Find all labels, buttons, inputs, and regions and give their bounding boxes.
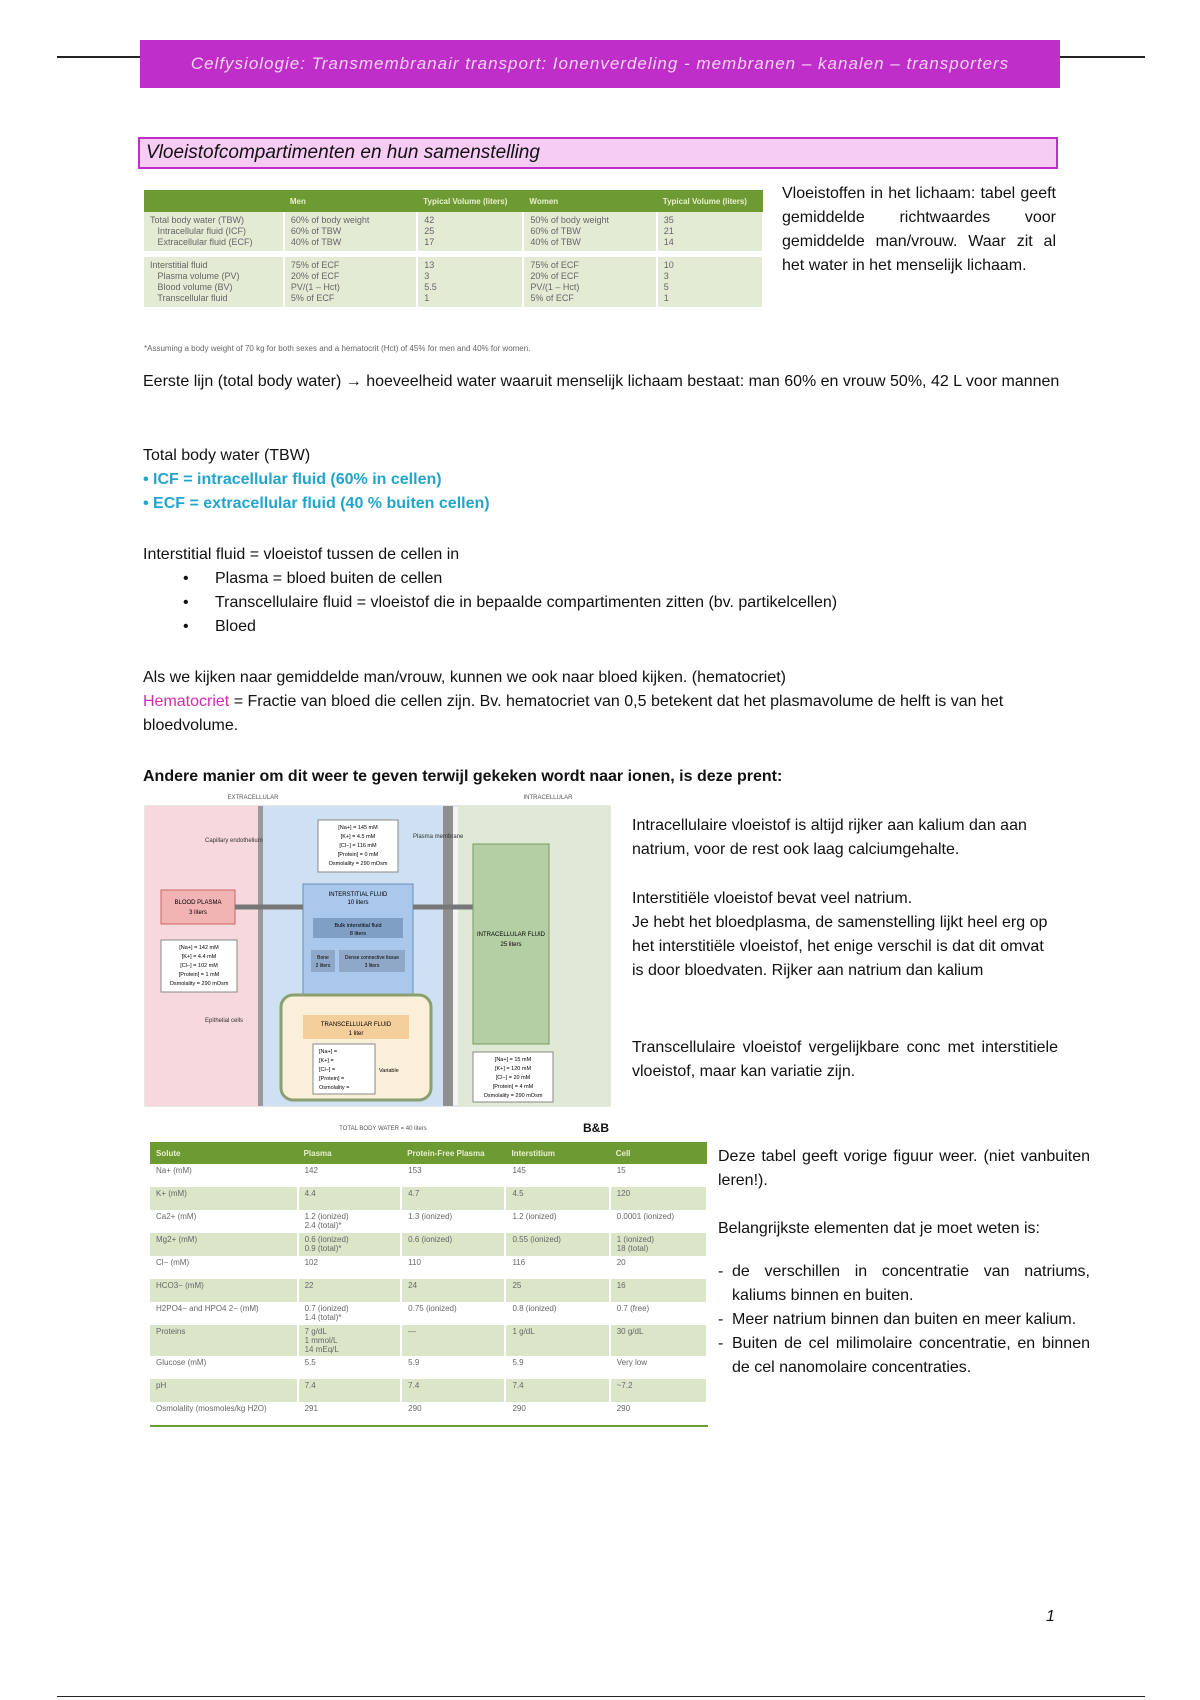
table-cell: 4.5 — [505, 1187, 609, 1210]
ion-line: [Na+] = 15 mM — [494, 1057, 532, 1063]
ion-line: [Cl−] = 116 mM — [339, 843, 377, 849]
interstitial-line: Interstitial fluid = vloeistof tussen de cellen in — [143, 546, 460, 563]
transcellular-label: TRANSCELLULAR FLUID — [320, 1022, 392, 1028]
column-header: Women — [523, 190, 656, 212]
table-cell: 0.8 (ionized) — [505, 1302, 609, 1325]
table-row — [150, 1402, 707, 1426]
table-cell: 25 — [505, 1279, 609, 1302]
table-cell: 0.6 (ionized) 0.9 (total)* — [298, 1233, 402, 1256]
column-header: Interstitium — [505, 1142, 609, 1164]
blood-plasma-label: BLOOD PLASMA — [174, 900, 222, 906]
table-row — [150, 1325, 707, 1356]
column-header: Solute — [150, 1142, 298, 1164]
bulk-label: Bulk interstitial fluid — [334, 923, 382, 929]
bone-volume: 2 liters — [315, 963, 331, 969]
ions-heading: Andere manier om dit weer te geven terwijl gekeken wordt naar ionen, is deze prent: — [143, 768, 783, 785]
icf-label: INTRACELLULAR FLUID — [476, 932, 546, 938]
ion-line: [K+] = 4.5 mM — [340, 834, 376, 840]
dense-tissue-volume: 3 liters — [364, 963, 380, 969]
icf-line: • ICF = intracellular fluid (60% in cellen) — [143, 471, 442, 488]
table-cell: 20 — [610, 1256, 707, 1279]
column-header: Typical Volume (liters) — [657, 190, 763, 212]
table-cell: 1.3 (ionized) — [401, 1210, 505, 1233]
hematocrit-def-text: = Fractie van bloed die cellen zijn. Bv. hematocriet van 0,5 betekent dat het plasmavolume de helft is van het bloedvolume. — [143, 693, 1004, 734]
table-cell: 153 — [401, 1164, 505, 1187]
blood-plasma-volume: 3 liters — [189, 910, 207, 916]
table-cell: 10 3 5 1 — [657, 257, 763, 307]
list-item: - de verschillen in concentratie van natriums, kaliums binnen en buiten. — [718, 1260, 1090, 1308]
table-row — [150, 1164, 707, 1187]
table-cell: 13 3 5.5 1 — [417, 257, 523, 307]
first-line-text: Eerste lijn (total body water) → hoeveelheid water waaruit menselijk lichaam bestaat: man 60% en vrouw 50%, 42 L voor mannen — [143, 373, 1060, 390]
ion-line: Osmolality = 290 mOsm — [169, 981, 229, 987]
table-cell: 7.4 — [401, 1379, 505, 1402]
hematocrit-intro: Als we kijken naar gemiddelde man/vrouw, kunnen we ook naar bloed kijken. (hematocriet) — [143, 669, 787, 686]
table-cell: 120 — [610, 1187, 707, 1210]
ion-line: [Na+] = 145 mM — [338, 825, 378, 831]
table-header-row — [150, 1142, 707, 1164]
figure-credit: B&B — [583, 1121, 609, 1135]
figure-paragraph-1: Intracellulaire vloeistof is altijd rijker aan kalium dan aan natrium, voor de rest ook laag calciumgehalte. — [632, 817, 1027, 858]
table-row — [150, 1256, 707, 1279]
table-cell: 0.7 (ionized) 1.4 (total)* — [298, 1302, 402, 1325]
figure-paragraph-2a: Interstitiële vloeistof bevat veel natrium. — [632, 890, 913, 907]
column-header: Men — [284, 190, 417, 212]
list-item: • Bloed — [143, 615, 1063, 639]
table-cell: 42 25 17 — [417, 212, 523, 251]
ion-line: [Cl−] = 20 mM — [495, 1075, 531, 1081]
table-cell: Glucose (mM) — [150, 1356, 298, 1379]
column-header — [144, 190, 284, 212]
figure-paragraph-3: Transcellulaire vloeistof vergelijkbare conc met interstitiele vloeistof, maar kan variatie zijn. — [632, 1039, 1058, 1080]
table-row — [150, 1302, 707, 1325]
table-cell: — — [401, 1325, 505, 1356]
list-item: • Transcellulaire fluid = vloeistof die in bepaalde compartimenten zitten (bv. partikelcellen) — [143, 591, 1063, 615]
table-cell: 4.7 — [401, 1187, 505, 1210]
header-title: Celfysiologie: Transmembranair transport: Ionenverdeling - membranen – kanalen – transporters — [190, 54, 1010, 73]
table-cell: 145 — [505, 1164, 609, 1187]
icf-volume: 25 liters — [500, 942, 522, 948]
list-item: - Meer natrium binnen dan buiten en meer kalium. — [718, 1308, 1090, 1332]
table-cell: 290 — [505, 1402, 609, 1426]
table-footnote: *Assuming a body weight of 70 kg for both sexes and a hematocrit (Hct) of 45% for men and 40% for women. — [144, 344, 531, 353]
ion-line: [K+] = 4.4 mM — [181, 954, 217, 960]
solute-table — [150, 1142, 708, 1427]
ion-line: [Protein] = 0 mM — [337, 852, 379, 858]
bottom-rule — [57, 1696, 1145, 1697]
blood-plasma-box — [161, 890, 235, 924]
table2-description: Deze tabel geeft vorige figuur weer. (niet vanbuiten leren!). — [718, 1148, 1090, 1189]
tbw-title: Total body water (TBW) — [143, 447, 311, 464]
capillary-wall — [258, 806, 263, 1106]
table-cell: 24 — [401, 1279, 505, 1302]
table-cell: 0.7 (free) — [610, 1302, 707, 1325]
table-cell: 116 — [505, 1256, 609, 1279]
column-header: Typical Volume (liters) — [417, 190, 523, 212]
table-row — [150, 1210, 707, 1233]
ion-line: Osmolality = 290 mOsm — [483, 1093, 543, 1099]
table-cell: 1 (ionized) 18 (total) — [610, 1233, 707, 1256]
bone-label: Bone — [317, 955, 329, 961]
table-cell: 5.9 — [401, 1356, 505, 1379]
table-row — [150, 1379, 707, 1402]
transcellular-volume: 1 liter — [348, 1031, 364, 1037]
table-cell: Very low — [610, 1356, 707, 1379]
table-cell: K+ (mM) — [150, 1187, 298, 1210]
section-title: Vloeistofcompartimenten en hun samenstelling — [138, 137, 1058, 169]
ion-line: [Protein] = — [319, 1076, 345, 1082]
table-cell: Cl− (mM) — [150, 1256, 298, 1279]
ion-line: [Na+] = 142 mM — [179, 945, 219, 951]
fluid-compartments-figure — [143, 790, 623, 1135]
table-cell: Mg2+ (mM) — [150, 1233, 298, 1256]
table-cell: Na+ (mM) — [150, 1164, 298, 1187]
capillary-label: Capillary endothelium — [205, 838, 263, 844]
hematocrit-term: Hematocriet — [143, 693, 230, 710]
column-header: Cell — [610, 1142, 707, 1164]
table-cell: ~7.2 — [610, 1379, 707, 1402]
table-cell: HCO3− (mM) — [150, 1279, 298, 1302]
hematocrit-definition — [143, 690, 1063, 738]
table-cell: 1 g/dL — [505, 1325, 609, 1356]
table-cell: 16 — [610, 1279, 707, 1302]
ion-line: [Protein] = 1 mM — [178, 972, 220, 978]
table-cell: 30 g/dL — [610, 1325, 707, 1356]
ion-line: [Na+] = — [319, 1049, 338, 1055]
page-number: 1 — [1046, 1608, 1055, 1625]
ion-line: Osmolality = 290 mOsm — [328, 861, 388, 867]
column-header: Protein-Free Plasma — [401, 1142, 505, 1164]
table-row — [150, 1279, 707, 1302]
table-row — [150, 1356, 707, 1379]
table-cell: 75% of ECF 20% of ECF PV/(1 – Hct) 5% of ECF — [284, 257, 417, 307]
table-row — [150, 1233, 707, 1256]
table-cell: 22 — [298, 1279, 402, 1302]
table-cell: 0.55 (ionized) — [505, 1233, 609, 1256]
table-cell: 102 — [298, 1256, 402, 1279]
table-cell: 50% of body weight 60% of TBW 40% of TBW — [523, 212, 656, 251]
column-header: Plasma — [298, 1142, 402, 1164]
table-cell: 7.4 — [505, 1379, 609, 1402]
table-cell: 35 21 14 — [657, 212, 763, 251]
table1-description: Vloeistoffen in het lichaam: tabel geeft gemiddelde richtwaardes voor gemiddelde man/vrouw. Waar zit al het water in het menselijk lichaam. — [782, 185, 1056, 274]
table-cell: 75% of ECF 20% of ECF PV/(1 – Hct) 5% of ECF — [523, 257, 656, 307]
figure-paragraph-2b: Je hebt het bloedplasma, de samenstelling lijkt heel erg op het interstitiële vloeistof, het enige verschil is dat dit omvat is door bloedvaten. Rijker aan natrium dan kalium — [632, 914, 1048, 979]
table-row — [144, 212, 763, 251]
ecf-line: • ECF = extracellular fluid (40 % buiten cellen) — [143, 495, 490, 512]
ion-line: [Cl−] = — [319, 1067, 336, 1073]
table-cell: 0.75 (ionized) — [401, 1302, 505, 1325]
interstitial-label: INTERSTITIAL FLUID — [328, 892, 388, 898]
header-banner — [140, 40, 1060, 88]
ion-line: [K+] = — [319, 1058, 334, 1064]
table-cell: Ca2+ (mM) — [150, 1210, 298, 1233]
table-cell: 291 — [298, 1402, 402, 1426]
table-cell: Osmolality (mosmoles/kg H2O) — [150, 1402, 298, 1426]
ion-line: [K+] = 120 mM — [494, 1066, 532, 1072]
body-water-table — [144, 190, 764, 307]
table-cell: H2PO4− and HPO4 2− (mM) — [150, 1302, 298, 1325]
epithelial-label: Epithelial cells — [205, 1018, 244, 1024]
table-cell: Proteins — [150, 1325, 298, 1356]
list-item: - Buiten de cel milimolaire concentratie, en binnen de cel nanomolaire concentraties. — [718, 1332, 1090, 1380]
table-header-row — [144, 190, 763, 212]
table-cell: 0.0001 (ionized) — [610, 1210, 707, 1233]
ion-line: Osmolality = — [319, 1085, 350, 1091]
table-row — [144, 257, 763, 307]
table-cell: 110 — [401, 1256, 505, 1279]
interstitial-volume: 10 liters — [347, 900, 369, 906]
table-cell: 5.5 — [298, 1356, 402, 1379]
intracellular-label: INTRACELLULAR — [523, 795, 573, 801]
table-cell: 7.4 — [298, 1379, 402, 1402]
list-item: • Plasma = bloed buiten de cellen — [143, 567, 1063, 591]
total-body-water-label: TOTAL BODY WATER = 40 liters — [339, 1126, 427, 1132]
table-cell: Total body water (TBW) Intracellular fluid (ICF) Extracellular fluid (ECF) — [144, 212, 284, 251]
table-row — [150, 1187, 707, 1210]
table-cell: 290 — [401, 1402, 505, 1426]
table-cell: 15 — [610, 1164, 707, 1187]
table-cell: 0.6 (ionized) — [401, 1233, 505, 1256]
table-cell: 4.4 — [298, 1187, 402, 1210]
table-cell: 1.2 (ionized) — [505, 1210, 609, 1233]
table-cell: 5.9 — [505, 1356, 609, 1379]
plasma-membrane-label: Plasma membrane — [413, 834, 464, 840]
table-cell: pH — [150, 1379, 298, 1402]
bulk-volume: 8 liters — [349, 931, 367, 937]
dash-list — [718, 1260, 1090, 1380]
ion-line: [Protein] = 4 mM — [492, 1084, 534, 1090]
bullet-list — [143, 567, 1063, 639]
important-heading: Belangrijkste elementen dat je moet weten is: — [718, 1220, 1040, 1237]
ion-line: [Cl−] = 102 mM — [180, 963, 218, 969]
table-cell: 1.2 (ionized) 2.4 (total)* — [298, 1210, 402, 1233]
variable-label: Variable — [379, 1068, 399, 1074]
plasma-membrane — [443, 806, 453, 1106]
table-cell: 142 — [298, 1164, 402, 1187]
table-cell: 7 g/dL 1 mmol/L 14 mEq/L — [298, 1325, 402, 1356]
table-cell: 60% of body weight 60% of TBW 40% of TBW — [284, 212, 417, 251]
dense-tissue-label: Dense connective tissue — [344, 955, 400, 961]
table-cell: 290 — [610, 1402, 707, 1426]
table-cell: Interstitial fluid Plasma volume (PV) Blood volume (BV) Transcellular fluid — [144, 257, 284, 307]
extracellular-label: EXTRACELLULAR — [227, 795, 279, 801]
